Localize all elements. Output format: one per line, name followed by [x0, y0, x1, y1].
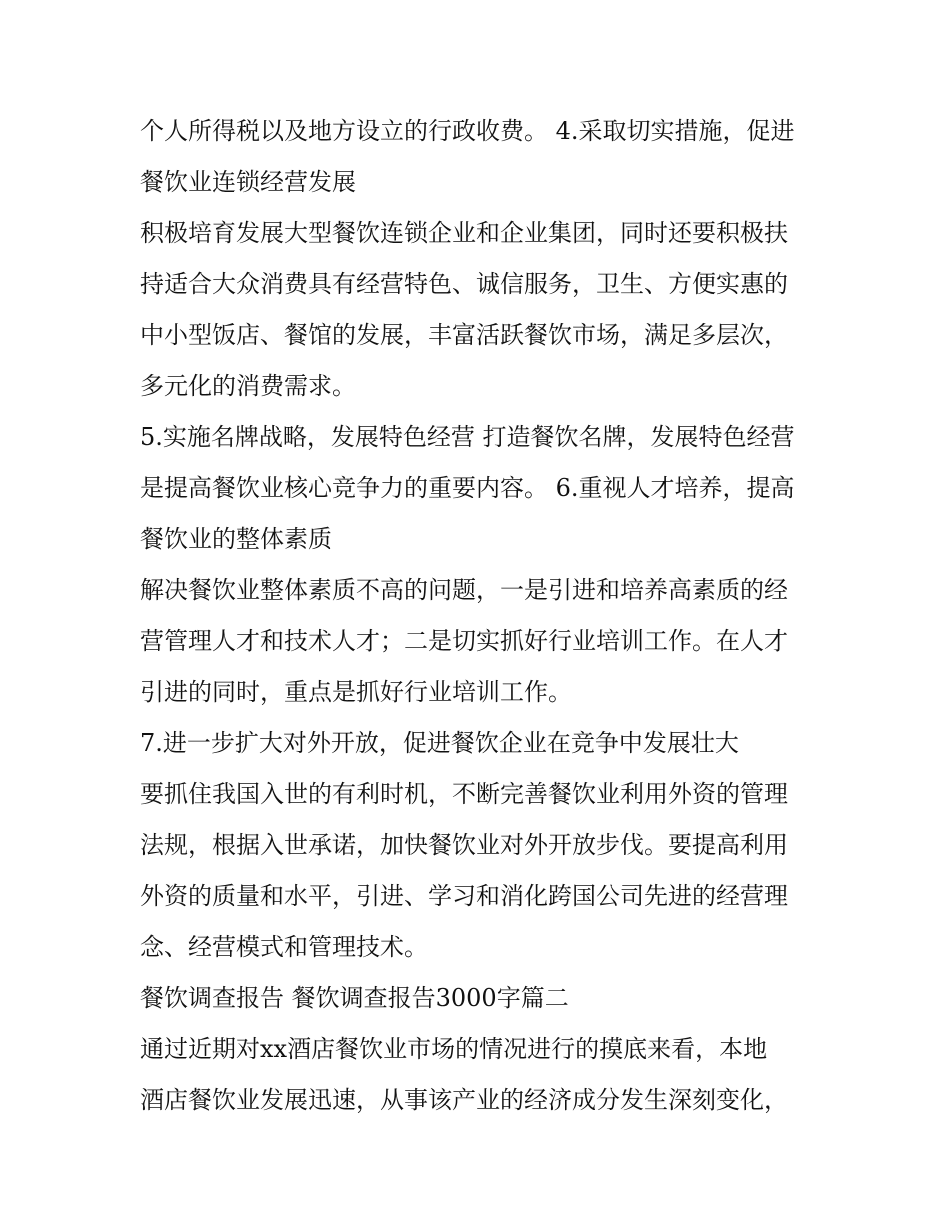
text-line: 多元化的消费需求。 — [140, 372, 356, 400]
text-line: 法规，根据入世承诺，加快餐饮业对外开放步伐。要提高利用 — [140, 831, 788, 859]
text-line: 念、经营模式和管理技术。 — [140, 933, 428, 961]
text-line: 餐饮业连锁经营发展 — [140, 168, 356, 196]
document-body — [140, 106, 820, 1126]
text-line: 7.进一步扩大对外开放，促进餐饮企业在竞争中发展壮大 — [140, 729, 739, 757]
text-line: 通过近期对xx酒店餐饮业市场的情况进行的摸底来看，本地 — [140, 1035, 768, 1063]
text-line: 积极培育发展大型餐饮连锁企业和企业集团，同时还要积极扶 — [140, 219, 788, 247]
text-line: 5.实施名牌战略，发展特色经营 打造餐饮名牌，发展特色经营 — [140, 423, 795, 451]
text-line: 酒店餐饮业发展迅速，从事该产业的经济成分发生深刻变化， — [140, 1086, 788, 1114]
text-line: 引进的同时，重点是抓好行业培训工作。 — [140, 678, 572, 706]
text-line: 餐饮调查报告 餐饮调查报告3000字篇二 — [140, 984, 569, 1012]
text-line: 餐饮业的整体素质 — [140, 525, 332, 553]
text-line: 个人所得税以及地方设立的行政收费。 4.采取切实措施，促进 — [140, 117, 795, 145]
text-line: 中小型饭店、餐馆的发展，丰富活跃餐饮市场，满足多层次， — [140, 321, 788, 349]
text-line: 要抓住我国入世的有利时机，不断完善餐饮业利用外资的管理 — [140, 780, 788, 808]
text-line: 外资的质量和水平，引进、学习和消化跨国公司先进的经营理 — [140, 882, 788, 910]
text-line: 持适合大众消费具有经营特色、诚信服务，卫生、方便实惠的 — [140, 270, 788, 298]
text-line: 是提高餐饮业核心竞争力的重要内容。 6.重视人才培养，提高 — [140, 474, 795, 502]
text-line: 解决餐饮业整体素质不高的问题，一是引进和培养高素质的经 — [140, 576, 788, 604]
text-line: 营管理人才和技术人才；二是切实抓好行业培训工作。在人才 — [140, 627, 788, 655]
